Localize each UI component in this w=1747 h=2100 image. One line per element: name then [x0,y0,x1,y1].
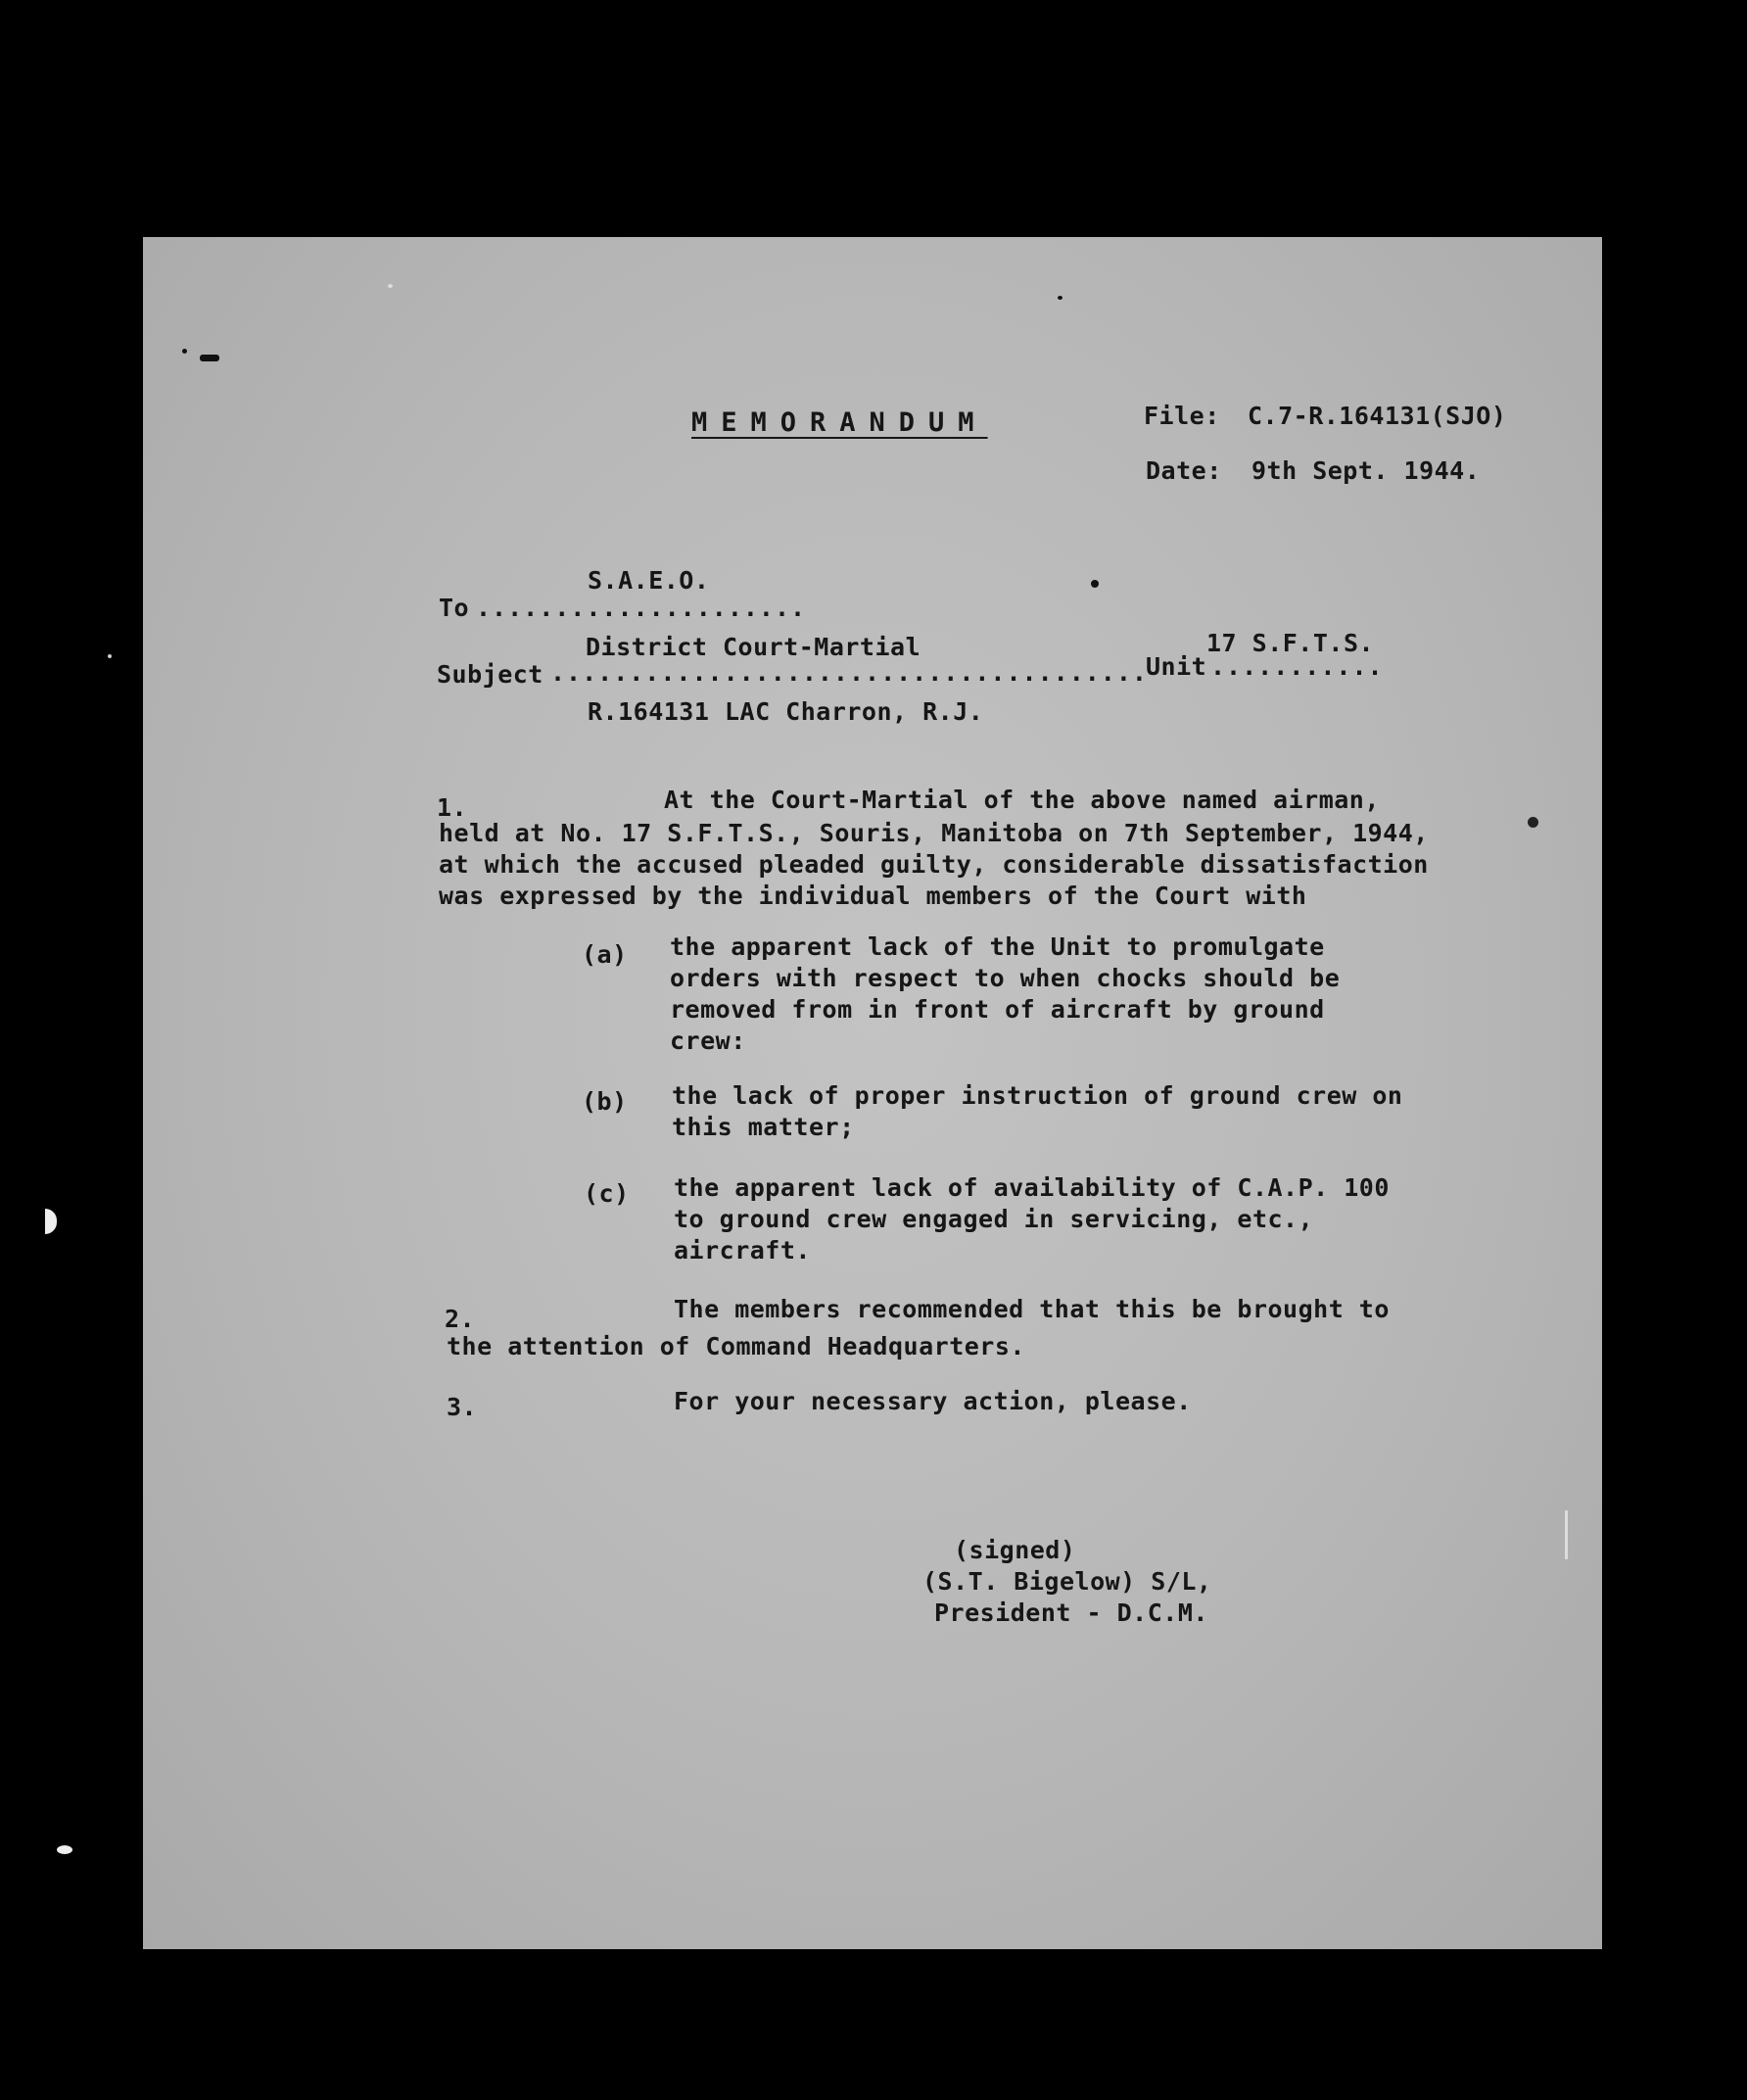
unit-value: 17 S.F.T.S. [1206,629,1375,657]
to-dotted-line: ..................... [476,594,807,622]
file-number: C.7-R.164131(SJO) [1248,402,1507,430]
date-value: 9th Sept. 1944. [1251,456,1481,485]
file-label: File: [1144,402,1220,430]
unit-dotted-line: ........... [1210,652,1384,681]
to-label: To [439,594,470,622]
margin-speck [45,1209,57,1234]
item-a-line: crew: [670,1026,746,1055]
paragraph-1-line: held at No. 17 S.F.T.S., Souris, Manitoba on 7th September, 1944, [439,819,1429,847]
item-a-line: the apparent lack of the Unit to promulgate [670,932,1325,961]
paragraph-2-line: the attention of Command Headquarters. [447,1332,1025,1360]
date-label: Date: [1146,456,1222,485]
item-c-label: (c) [584,1179,630,1208]
scan-speck [182,349,187,354]
subject-line-2: R.164131 LAC Charron, R.J. [588,697,984,726]
scan-speck [1528,817,1538,828]
memo-page [143,237,1602,1949]
memo-title: MEMORANDUM [691,407,988,438]
paragraph-2-line: The members recommended that this be brought to [674,1295,1390,1323]
unit-label: Unit [1146,652,1207,681]
subject-dotted-line: ...................................... [550,658,1148,687]
item-b-line: this matter; [672,1113,855,1141]
scan-speck [1091,580,1099,588]
paragraph-2-number: 2. [445,1305,476,1333]
scan-speck [388,284,393,288]
item-a-label: (a) [582,940,628,969]
paragraph-3-number: 3. [447,1393,478,1421]
scan-speck [1565,1510,1568,1559]
paragraph-1-line: At the Court-Martial of the above named airman, [664,786,1380,814]
paragraph-1-number: 1. [437,793,468,822]
item-a-line: removed from in front of aircraft by ground [670,995,1325,1024]
signatory-name: (S.T. Bigelow) S/L, [922,1567,1212,1596]
item-b-label: (b) [582,1087,628,1116]
signed-note: (signed) [954,1536,1076,1564]
scan-speck [200,355,219,361]
margin-speck [57,1845,72,1854]
margin-speck [108,654,112,658]
scan-speck [1058,296,1062,300]
item-c-line: aircraft. [674,1236,811,1265]
signatory-role: President - D.C.M. [934,1599,1208,1627]
item-b-line: the lack of proper instruction of ground crew on [672,1081,1403,1110]
paragraph-1-line: at which the accused pleaded guilty, considerable dissatisfaction [439,850,1429,879]
item-a-line: orders with respect to when chocks should be [670,964,1341,992]
paragraph-1-line: was expressed by the individual members of the Court with [439,882,1307,910]
paragraph-3-text: For your necessary action, please. [674,1387,1192,1415]
item-c-line: to ground crew engaged in servicing, etc., [674,1205,1314,1233]
subject-value: District Court-Martial [586,633,921,661]
subject-label: Subject [437,660,543,689]
item-c-line: the apparent lack of availability of C.A.P. 100 [674,1173,1390,1202]
to-value: S.A.E.O. [588,566,710,595]
